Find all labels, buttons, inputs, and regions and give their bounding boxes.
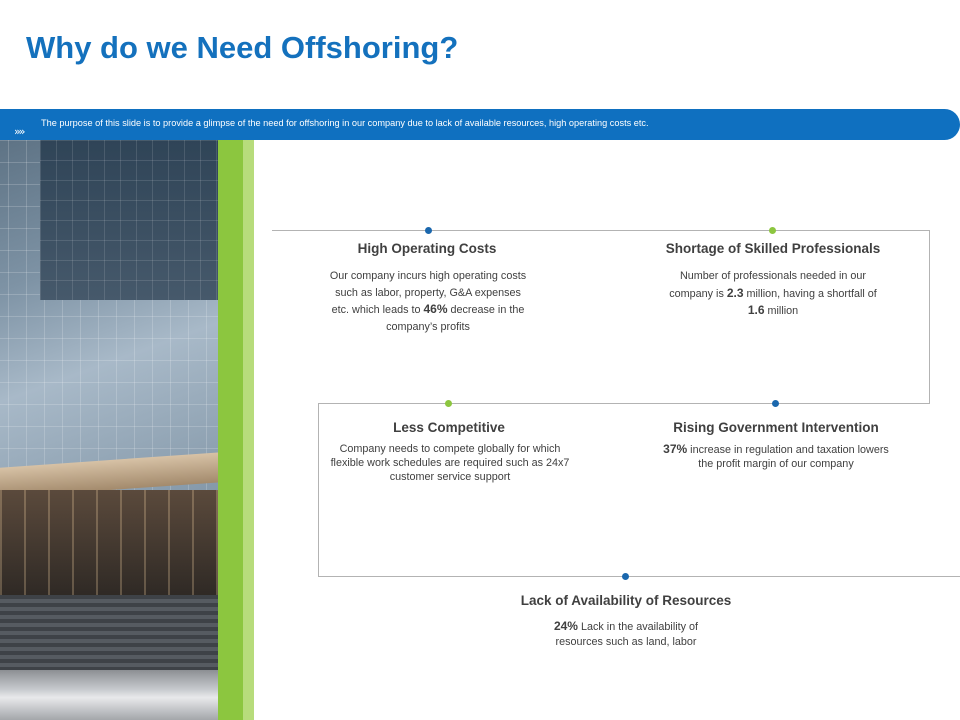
desc-lack-resources xyxy=(531,619,721,649)
connector-line-bottom xyxy=(318,576,960,577)
building-steps xyxy=(0,595,218,675)
light-green-accent-bar xyxy=(243,140,254,720)
connector-line-top xyxy=(272,230,930,231)
double-chevron-right-icon: »» xyxy=(14,125,24,138)
desc-rising-government-text-1: increase in regulation and taxation lowers the profit margin of our company xyxy=(690,444,889,470)
green-accent-bar xyxy=(218,140,243,720)
desc-less-competitive-text-1: Company needs to compete globally for which flexible work schedules are required such as 24x7 customer service support xyxy=(330,443,570,483)
slide-title: Why do we Need Offshoring? xyxy=(26,30,459,65)
stat-46-percent: 46% xyxy=(423,302,448,316)
heading-less-competitive: Less Competitive xyxy=(393,420,505,435)
building-lobby xyxy=(0,490,218,600)
stat-24-percent: 24% xyxy=(553,619,578,633)
marker-dot-shortage-skilled xyxy=(769,227,776,234)
connector-line-middle xyxy=(318,403,930,404)
desc-lack-resources-text-1: Lack in the availability of resources such as land, labor xyxy=(555,621,699,648)
street-light-trails xyxy=(0,670,218,720)
stat-2-3-million: 2.3 xyxy=(726,285,744,300)
desc-high-operating-costs-text-1: Our company incurs high operating costs such as labor, property, G&A expenses etc. which leads to xyxy=(329,270,527,316)
desc-shortage-skilled xyxy=(663,268,883,320)
desc-less-competitive xyxy=(330,442,570,484)
desc-high-operating-costs-text-2: decrease in the company’s profits xyxy=(386,304,525,333)
banner-text: The purpose of this slide is to provide a glimpse of the need for offshoring in our company due to lack of available resources, high operating costs etc. xyxy=(41,118,649,128)
connector-line-right xyxy=(929,230,930,404)
marker-dot-high-operating-costs xyxy=(425,227,432,234)
stat-37-percent: 37% xyxy=(663,442,688,456)
heading-rising-government: Rising Government Intervention xyxy=(673,420,879,435)
heading-high-operating-costs: High Operating Costs xyxy=(357,241,497,256)
connector-line-left xyxy=(318,403,319,577)
marker-dot-less-competitive xyxy=(445,400,452,407)
stat-1-6-million: 1.6 xyxy=(747,303,765,317)
heading-shortage-skilled: Shortage of Skilled Professionals xyxy=(665,241,881,256)
desc-shortage-skilled-text-1: Number of professionals needed in our company is xyxy=(669,270,867,300)
desc-shortage-skilled-text-3: million xyxy=(767,305,799,317)
desc-high-operating-costs xyxy=(328,268,528,335)
purpose-banner xyxy=(0,109,960,140)
marker-dot-lack-resources xyxy=(622,573,629,580)
tower-upper-glass xyxy=(40,140,218,300)
heading-lack-resources: Lack of Availability of Resources xyxy=(520,593,732,608)
marker-dot-rising-government xyxy=(772,400,779,407)
desc-rising-government xyxy=(661,442,891,471)
desc-shortage-skilled-text-2: million, having a shortfall of xyxy=(746,287,877,300)
building-photo xyxy=(0,140,218,720)
